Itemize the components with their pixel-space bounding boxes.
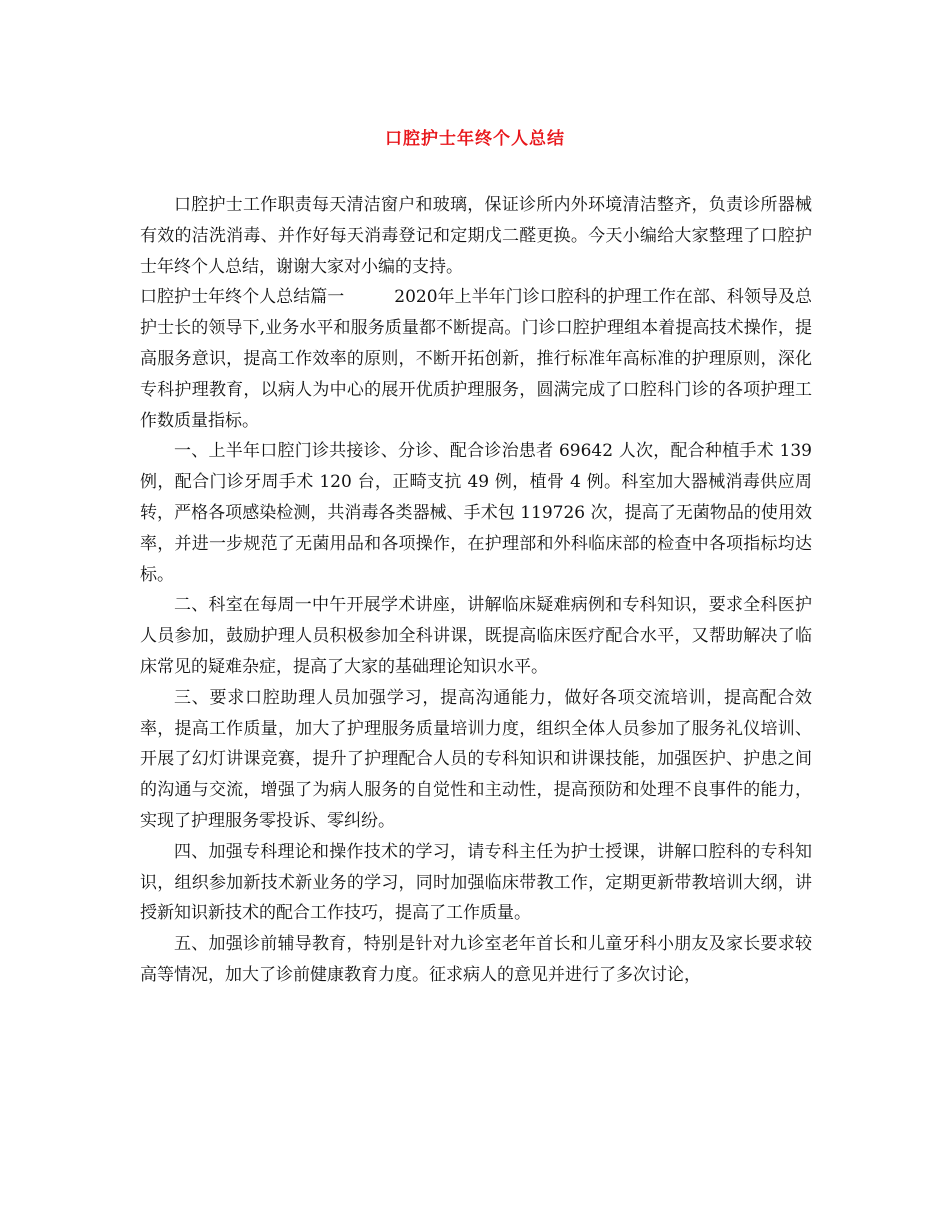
body-paragraph-3: 三、要求口腔助理人员加强学习，提高沟通能力，做好各项交流培训，提高配合效率，提高工作质量，加大了护理服务质量培训力度，组织全体人员参加了服务礼仪培训、开展了幻灯讲课竞赛，提升了护理配合人员的专科知识和讲课技能，加强医护、护患之间的沟通与交流，增强了为病人服务的自觉性和主动性，提高预防和处理不良事件的能力，实现了护理服务零投诉、零纠纷。 [140,687,812,831]
section-heading: 口腔护士年终个人总结篇一 [140,287,345,308]
body-paragraph-1: 一、上半年口腔门诊共接诊、分诊、配合诊治患者 69642 人次，配合种植手术 139 例，配合门诊牙周手术 120 台，正畸支抗 49 例，植骨 4 例。科室加大器械消毒供应周转，严格各项感染检测，共消毒各类器械、手术包 119726 次，提高了无菌物品的使用效率，并进一步规范了无菌用品和各项操作，在护理部和外科临床部的检查中各项指标均达标。 [140,441,812,585]
body-paragraph-2: 二、科室在每周一中午开展学术讲座，讲解临床疑难病例和专科知识，要求全科医护人员参加，鼓励护理人员积极参加全科讲课，既提高临床医疗配合水平，又帮助解决了临床常见的疑难杂症，提高了大家的基础理论知识水平。 [140,595,812,677]
intro-paragraph: 口腔护士工作职责每天清洁窗户和玻璃，保证诊所内外环境清洁整齐，负责诊所器械有效的洁洗消毒、并作好每天消毒登记和定期戊二醛更换。今天小编给大家整理了口腔护士年终个人总结，谢谢大家对小编的支持。 [140,195,812,277]
section-lead: 2020年上半年门诊口腔科的护理工作在部、科领导及总护士长的领导下,业务水平和服务质量都不断提高。门诊口腔护理组本着提高技术操作，提高服务意识，提高工作效率的原则，不断开拓创新，推行标准年高标准的护理原则，深化专科护理教育，以病人为中心的展开优质护理服务，圆满完成了口腔科门诊的各项护理工作数质量指标。 [140,287,813,431]
body-paragraph-5: 五、加强诊前辅导教育，特别是针对九诊室老年首长和儿童牙科小朋友及家长要求较高等情况，加大了诊前健康教育力度。征求病人的意见并进行了多次讨论， [140,934,812,985]
body-paragraph-4: 四、加强专科理论和操作技术的学习，请专科主任为护士授课，讲解口腔科的专科知识，组织参加新技术新业务的学习，同时加强临床带教工作，定期更新带教培训大纲，讲授新知识新技术的配合工作技巧，提高了工作质量。 [140,841,812,924]
document-title: 口腔护士年终个人总结 [385,129,565,149]
section-paragraph [140,282,812,436]
document-body [140,190,812,991]
